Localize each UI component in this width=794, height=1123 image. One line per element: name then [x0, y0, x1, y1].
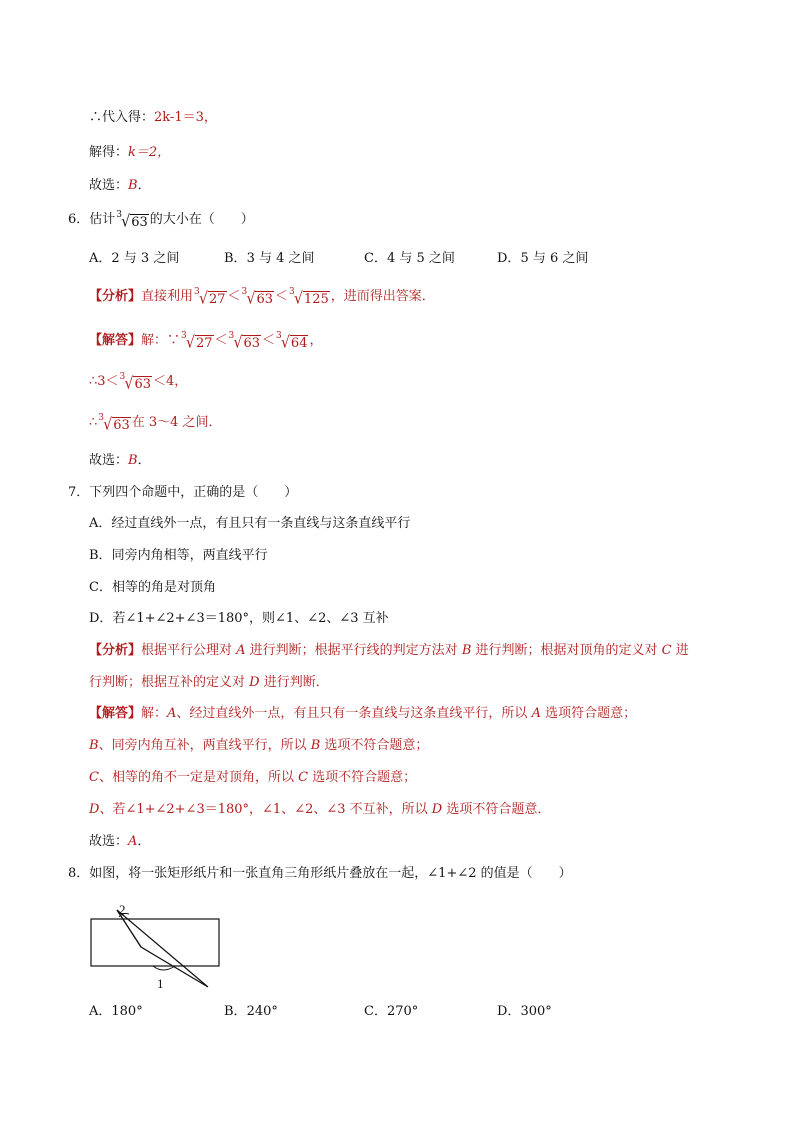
- q6-answer-letter: B: [128, 453, 138, 468]
- q6-step3: ∴ 3 √63 在 3～4 之间．: [89, 413, 222, 435]
- q5-choose-line: 故选：B．: [89, 178, 151, 193]
- q7-stem: 7．下列四个命题中，正确的是（ ）: [68, 485, 298, 500]
- cube-root: 3 √27: [194, 287, 226, 309]
- cube-root: 3 √63: [119, 372, 152, 394]
- q7-option-c: C．相等的角是对顶角: [89, 580, 216, 595]
- q7-option-b: B．同旁内角相等，两直线平行: [89, 548, 268, 563]
- q7-option-a: A．经过直线外一点，有且只有一条直线与这条直线平行: [89, 516, 411, 531]
- q6-step2: ∴3＜ 3 √63 ＜4，: [89, 372, 188, 394]
- cube-root: 3 √125: [289, 287, 329, 309]
- angle-2-label: 2: [119, 902, 126, 917]
- q7-analysis-line2: 行判断；根据互补的定义对 D 进行判断．: [89, 675, 329, 690]
- q7-answer-c: C、相等的角不一定是对顶角，所以 C 选项不符合题意；: [89, 770, 417, 785]
- q5-substitute-line: ∴代入得：2k-1＝3，: [89, 110, 217, 125]
- q5-substitute-expr: 2k-1＝3，: [154, 110, 217, 125]
- rectangle-triangle-figure: [85, 888, 230, 1000]
- q6-stem: 6．估计 3 √63 的大小在（ ）: [68, 210, 254, 232]
- q7-answer-letter: A: [128, 834, 138, 849]
- q6-option-a: A．2 与 3 之间: [89, 251, 180, 266]
- cube-root: 3 √63: [98, 413, 130, 435]
- q8-option-a: A．180°: [89, 1004, 143, 1019]
- q6-choose-line: 故选：B．: [89, 453, 151, 468]
- q7-answer-b: B、同旁内角互补，两直线平行，所以 B 选项不符合题意；: [89, 738, 429, 753]
- cube-root: 3 √27: [181, 331, 213, 353]
- q6-analysis: 【分析】直接利用 3 √27 ＜ 3 √63 ＜ 3 √125 ，进而得出答案．: [89, 287, 435, 309]
- q7-analysis-line1: 【分析】根据平行公理对 A 进行判断；根据平行线的判定方法对 B 进行判断；根据对顶角的定义对 C 进: [89, 643, 689, 658]
- cube-root: 3 √63: [116, 210, 148, 232]
- cube-root: 3 √63: [241, 287, 273, 309]
- q7-choose-line: 故选：A．: [89, 834, 151, 849]
- q6-option-b: B．3 与 4 之间: [224, 251, 315, 266]
- q6-option-c: C．4 与 5 之间: [364, 251, 455, 266]
- q8-option-d: D．300°: [497, 1004, 552, 1019]
- q7-answer-d: D、若∠1+∠2+∠3＝180°，∠1、∠2、∠3 不互补，所以 D 选项不符合题意．: [89, 802, 551, 817]
- q6-option-d: D．5 与 6 之间: [497, 251, 589, 266]
- cube-root: 3 √64: [276, 331, 308, 353]
- q7-option-d: D．若∠1+∠2+∠3＝180°，则∠1、∠2、∠3 互补: [89, 611, 389, 626]
- q7-answer-a: 【解答】解：A、经过直线外一点，有且只有一条直线与这条直线平行，所以 A 选项符合题意；: [89, 706, 637, 721]
- q5-solve-line: 解得：k＝2，: [89, 145, 171, 160]
- q8-stem: 8．如图，将一张矩形纸片和一张直角三角形纸片叠放在一起，∠1+∠2 的值是（ ）: [68, 866, 572, 881]
- q5-solve-expr: k＝2，: [128, 145, 171, 160]
- cube-root: 3 √63: [228, 331, 260, 353]
- q6-answer: 【解答】解：∵ 3 √27 ＜ 3 √63 ＜ 3 √64 ，: [89, 331, 323, 353]
- q8-option-c: C．270°: [364, 1004, 419, 1019]
- q5-answer: B: [128, 178, 138, 193]
- angle-1-label: 1: [157, 976, 164, 991]
- q8-option-b: B．240°: [224, 1004, 278, 1019]
